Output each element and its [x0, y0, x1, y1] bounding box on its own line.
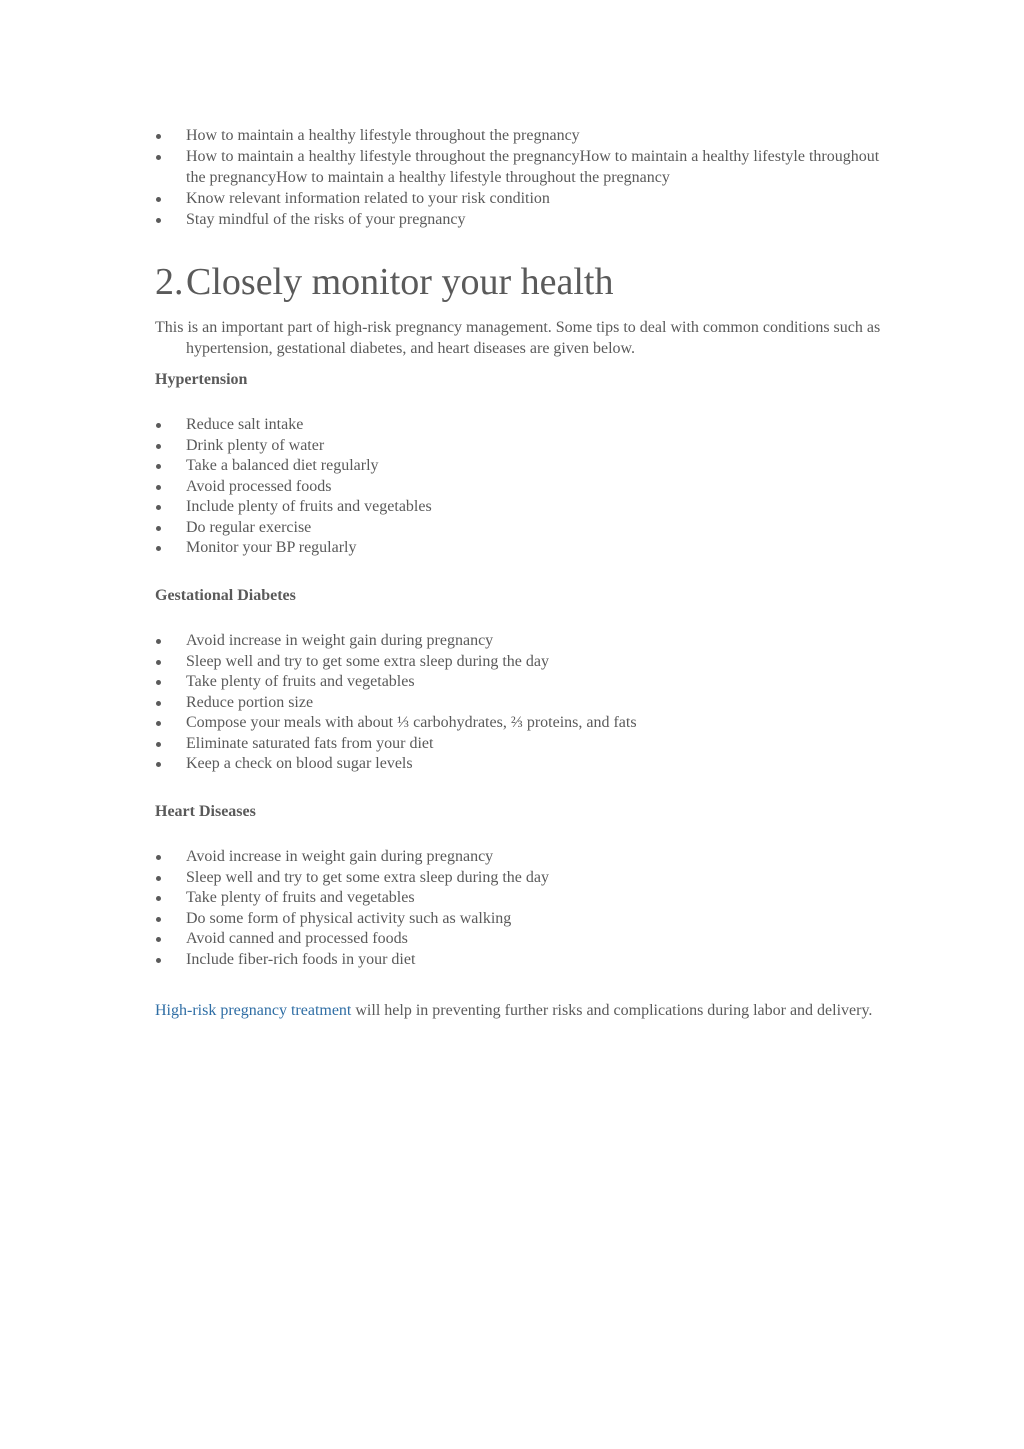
list-item-text: Sleep well and try to get some extra sleep during the day: [186, 868, 550, 886]
list-item: [155, 497, 890, 518]
list-item: [155, 652, 890, 673]
bullet-icon: [156, 505, 161, 510]
bullet-icon: [156, 423, 161, 428]
list-item: [155, 631, 890, 652]
gestational-diabetes-list: [155, 631, 890, 775]
list-item-text: Avoid increase in weight gain during pregnancy: [186, 848, 494, 865]
list-item-text: How to maintain a healthy lifestyle throughout the pregnancyHow to maintain a healthy lifestyle throughout the pregnancyHow to maintain a healthy lifestyle throughout the pregnancy: [186, 148, 880, 186]
heart-diseases-heading: Heart Diseases: [155, 803, 256, 820]
list-item: [155, 518, 890, 539]
hypertension-heading: Hypertension: [155, 371, 248, 388]
list-item-text: Monitor your BP regularly: [186, 539, 357, 556]
bullet-icon: [156, 660, 161, 665]
list-item: [155, 868, 890, 889]
list-item-text: Take plenty of fruits and vegetables: [186, 673, 415, 690]
list-item: [155, 477, 890, 498]
top-bullet-list: [155, 126, 890, 231]
bullet-icon: [156, 896, 161, 901]
section-title: Closely monitor your health: [186, 261, 614, 303]
list-item: [155, 210, 890, 231]
bullet-icon: [156, 855, 161, 860]
list-item-text: Compose your meals with about ⅓ carbohydrates, ⅔ proteins, and fats: [186, 714, 637, 731]
list-item: [155, 436, 890, 457]
list-item-text: Know relevant information related to your risk condition: [186, 189, 550, 207]
bullet-icon: [156, 464, 161, 469]
section-number: 2.: [155, 261, 184, 303]
bullet-icon: [156, 721, 161, 726]
bullet-icon: [156, 701, 161, 706]
section-intro: This is an important part of high-risk pregnancy management. Some tips to deal with common conditions such as hypertension, gestational diabetes, and heart diseases are given below.: [155, 319, 881, 357]
hypertension-list: [155, 415, 890, 559]
bullet-icon: [156, 958, 161, 963]
bullet-icon: [156, 546, 161, 551]
bullet-icon: [156, 639, 161, 644]
list-item-text: Stay mindful of the risks of your pregnancy: [186, 210, 466, 228]
bullet-icon: [156, 155, 161, 160]
list-item: [155, 147, 890, 188]
list-item-text: Avoid canned and processed foods: [186, 930, 408, 947]
list-item: [155, 754, 890, 775]
list-item-text: Include fiber-rich foods in your diet: [186, 950, 416, 968]
list-item: [155, 189, 890, 210]
closing-paragraph: [155, 1000, 890, 1021]
list-item-text: How to maintain a healthy lifestyle throughout the pregnancy: [186, 127, 580, 144]
bullet-icon: [156, 937, 161, 942]
list-item-text: Avoid processed foods: [186, 477, 332, 495]
list-item-text: Include plenty of fruits and vegetables: [186, 498, 432, 515]
bullet-icon: [156, 876, 161, 881]
bullet-icon: [156, 742, 161, 747]
list-item: [155, 456, 890, 477]
list-item-text: Drink plenty of water: [186, 436, 325, 454]
list-item-text: Avoid increase in weight gain during pregnancy: [186, 632, 494, 649]
bullet-icon: [156, 134, 161, 139]
list-item: [155, 126, 890, 147]
list-item-text: Take plenty of fruits and vegetables: [186, 889, 415, 906]
list-item-text: Do some form of physical activity such as walking: [186, 909, 512, 927]
bullet-icon: [156, 485, 161, 490]
list-item: [155, 415, 890, 436]
gestational-diabetes-heading: Gestational Diabetes: [155, 587, 296, 604]
list-item: [155, 847, 890, 868]
list-item-text: Keep a check on blood sugar levels: [186, 755, 413, 772]
section-heading: [155, 260, 613, 304]
list-item: [155, 713, 890, 734]
bullet-icon: [156, 680, 161, 685]
list-item: [155, 672, 890, 693]
bullet-icon: [156, 444, 161, 449]
list-item-text: Sleep well and try to get some extra sleep during the day: [186, 652, 550, 670]
bullet-icon: [156, 218, 161, 223]
list-item-text: Reduce salt intake: [186, 416, 304, 433]
closing-text: will help in preventing further risks and complications during labor and delivery.: [351, 1002, 873, 1019]
list-item-text: Do regular exercise: [186, 518, 312, 536]
list-item: [155, 888, 890, 909]
list-item: [155, 909, 890, 930]
list-item: [155, 929, 890, 950]
bullet-icon: [156, 526, 161, 531]
bullet-icon: [156, 762, 161, 767]
list-item: [155, 693, 890, 714]
list-item-text: Eliminate saturated fats from your diet: [186, 734, 434, 752]
list-item: [155, 734, 890, 755]
list-item-text: Take a balanced diet regularly: [186, 457, 379, 474]
bullet-icon: [156, 917, 161, 922]
list-item: [155, 950, 890, 971]
heart-diseases-list: [155, 847, 890, 970]
list-item-text: Reduce portion size: [186, 693, 314, 711]
high-risk-treatment-link[interactable]: High-risk pregnancy treatment: [155, 1002, 352, 1019]
bullet-icon: [156, 197, 161, 202]
list-item: [155, 538, 890, 559]
